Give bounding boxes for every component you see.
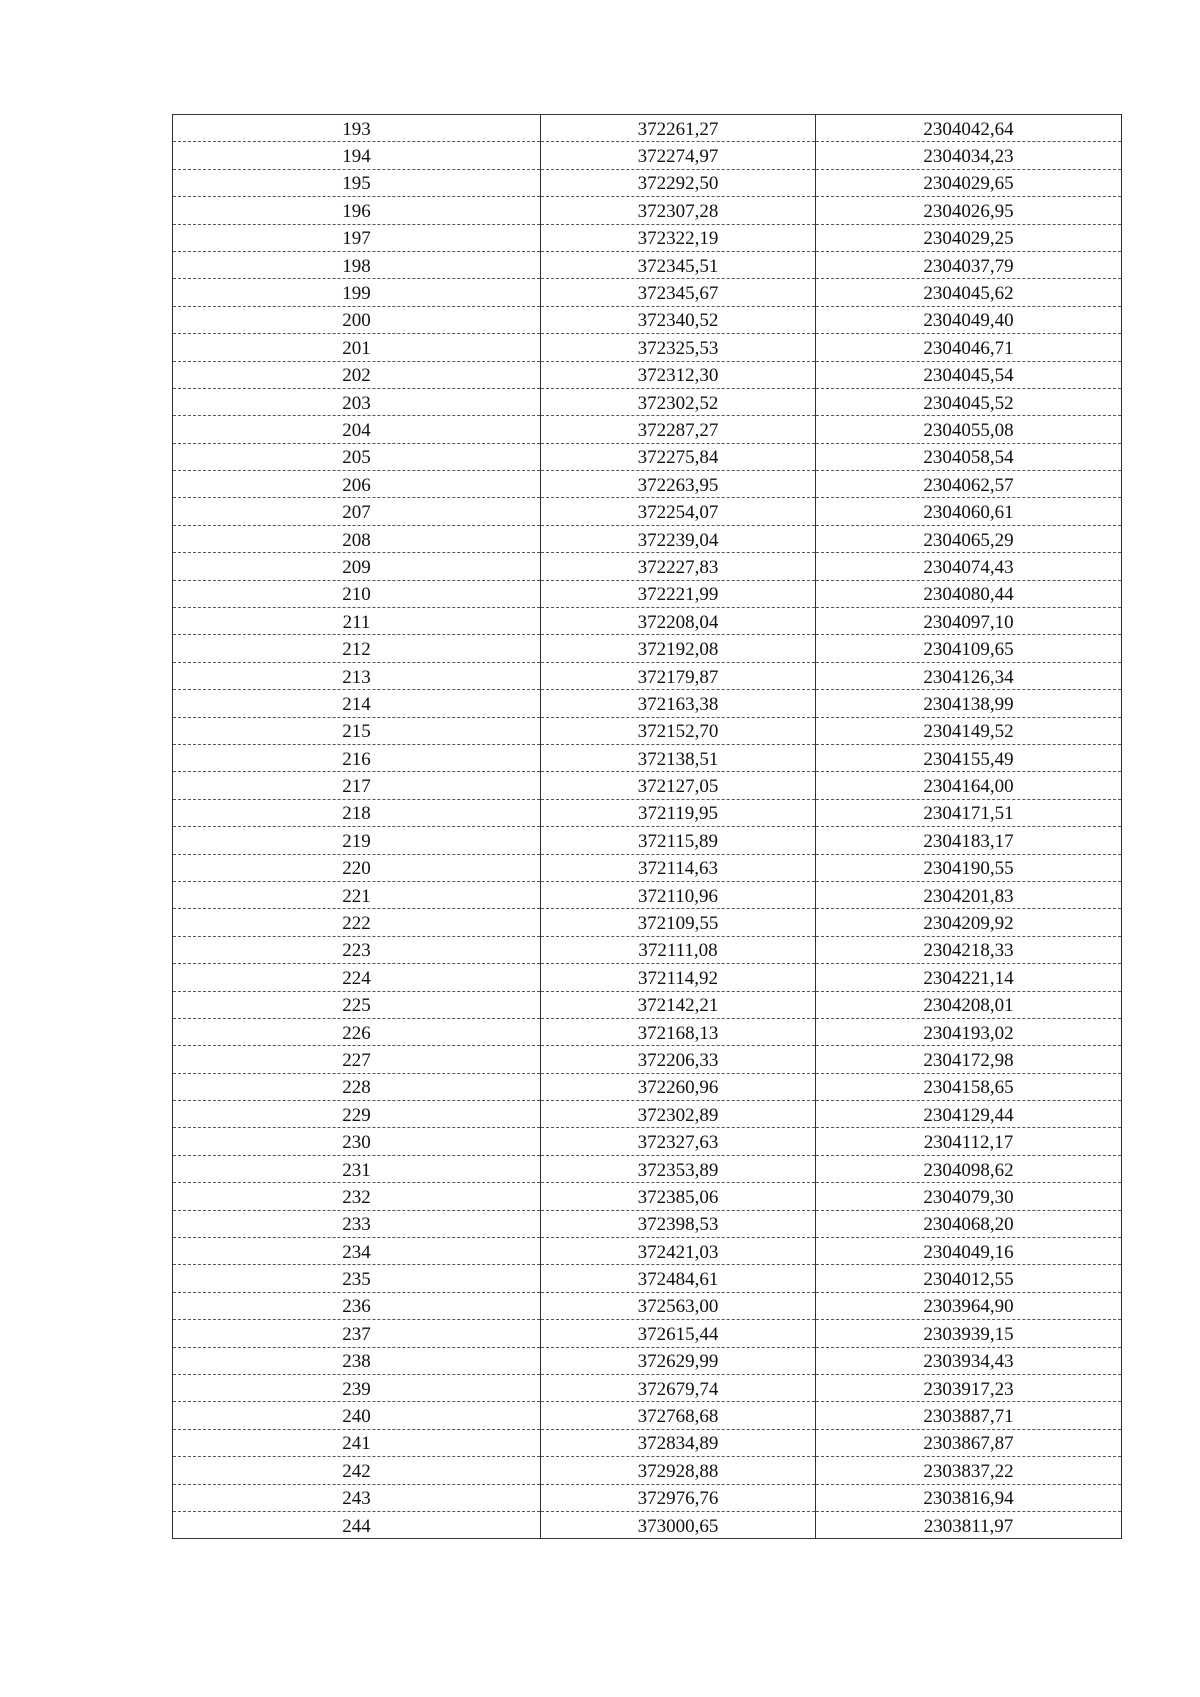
x-coordinate-cell: 372179,87 bbox=[541, 662, 816, 689]
table-row bbox=[173, 608, 1122, 635]
table-row bbox=[173, 224, 1122, 251]
y-coordinate-cell: 2304172,98 bbox=[816, 1046, 1122, 1073]
point-number-cell: 193 bbox=[173, 115, 541, 142]
table-row bbox=[173, 306, 1122, 333]
point-number-cell: 223 bbox=[173, 936, 541, 963]
x-coordinate-cell: 372322,19 bbox=[541, 224, 816, 251]
point-number-cell: 220 bbox=[173, 854, 541, 881]
x-coordinate-cell: 372208,04 bbox=[541, 608, 816, 635]
coordinates-table bbox=[172, 114, 1122, 1539]
y-coordinate-cell: 2304065,29 bbox=[816, 525, 1122, 552]
y-coordinate-cell: 2304208,01 bbox=[816, 991, 1122, 1018]
x-coordinate-cell: 372768,68 bbox=[541, 1402, 816, 1429]
x-coordinate-cell: 372307,28 bbox=[541, 197, 816, 224]
y-coordinate-cell: 2304034,23 bbox=[816, 142, 1122, 169]
x-coordinate-cell: 372115,89 bbox=[541, 827, 816, 854]
x-coordinate-cell: 372254,07 bbox=[541, 498, 816, 525]
table-row bbox=[173, 909, 1122, 936]
x-coordinate-cell: 372629,99 bbox=[541, 1347, 816, 1374]
y-coordinate-cell: 2304190,55 bbox=[816, 854, 1122, 881]
table-row bbox=[173, 197, 1122, 224]
x-coordinate-cell: 372292,50 bbox=[541, 169, 816, 196]
x-coordinate-cell: 372206,33 bbox=[541, 1046, 816, 1073]
table-row bbox=[173, 361, 1122, 388]
table-row bbox=[173, 388, 1122, 415]
y-coordinate-cell: 2304055,08 bbox=[816, 416, 1122, 443]
point-number-cell: 194 bbox=[173, 142, 541, 169]
x-coordinate-cell: 372168,13 bbox=[541, 1018, 816, 1045]
x-coordinate-cell: 372345,67 bbox=[541, 279, 816, 306]
table-row bbox=[173, 936, 1122, 963]
x-coordinate-cell: 372110,96 bbox=[541, 881, 816, 908]
table-row bbox=[173, 1046, 1122, 1073]
point-number-cell: 225 bbox=[173, 991, 541, 1018]
y-coordinate-cell: 2304193,02 bbox=[816, 1018, 1122, 1045]
x-coordinate-cell: 372834,89 bbox=[541, 1429, 816, 1456]
point-number-cell: 199 bbox=[173, 279, 541, 306]
table-row bbox=[173, 1511, 1122, 1538]
x-coordinate-cell: 372119,95 bbox=[541, 799, 816, 826]
x-coordinate-cell: 372398,53 bbox=[541, 1210, 816, 1237]
point-number-cell: 214 bbox=[173, 690, 541, 717]
point-number-cell: 236 bbox=[173, 1292, 541, 1319]
x-coordinate-cell: 372261,27 bbox=[541, 115, 816, 142]
x-coordinate-cell: 372260,96 bbox=[541, 1073, 816, 1100]
table-row bbox=[173, 1484, 1122, 1511]
x-coordinate-cell: 372679,74 bbox=[541, 1374, 816, 1401]
point-number-cell: 219 bbox=[173, 827, 541, 854]
y-coordinate-cell: 2304049,16 bbox=[816, 1238, 1122, 1265]
y-coordinate-cell: 2304171,51 bbox=[816, 799, 1122, 826]
x-coordinate-cell: 372114,63 bbox=[541, 854, 816, 881]
table-row bbox=[173, 827, 1122, 854]
table-row bbox=[173, 1128, 1122, 1155]
x-coordinate-cell: 372484,61 bbox=[541, 1265, 816, 1292]
x-coordinate-cell: 372227,83 bbox=[541, 553, 816, 580]
table-row bbox=[173, 1347, 1122, 1374]
point-number-cell: 211 bbox=[173, 608, 541, 635]
table-row bbox=[173, 881, 1122, 908]
x-coordinate-cell: 372287,27 bbox=[541, 416, 816, 443]
y-coordinate-cell: 2303811,97 bbox=[816, 1511, 1122, 1538]
point-number-cell: 216 bbox=[173, 744, 541, 771]
x-coordinate-cell: 372127,05 bbox=[541, 772, 816, 799]
y-coordinate-cell: 2304155,49 bbox=[816, 744, 1122, 771]
y-coordinate-cell: 2304221,14 bbox=[816, 964, 1122, 991]
table-row bbox=[173, 772, 1122, 799]
x-coordinate-cell: 372275,84 bbox=[541, 443, 816, 470]
y-coordinate-cell: 2304058,54 bbox=[816, 443, 1122, 470]
y-coordinate-cell: 2304037,79 bbox=[816, 251, 1122, 278]
table-row bbox=[173, 1073, 1122, 1100]
x-coordinate-cell: 373000,65 bbox=[541, 1511, 816, 1538]
point-number-cell: 210 bbox=[173, 580, 541, 607]
y-coordinate-cell: 2304097,10 bbox=[816, 608, 1122, 635]
point-number-cell: 217 bbox=[173, 772, 541, 799]
y-coordinate-cell: 2304109,65 bbox=[816, 635, 1122, 662]
table-row bbox=[173, 991, 1122, 1018]
point-number-cell: 240 bbox=[173, 1402, 541, 1429]
y-coordinate-cell: 2303867,87 bbox=[816, 1429, 1122, 1456]
point-number-cell: 201 bbox=[173, 334, 541, 361]
point-number-cell: 197 bbox=[173, 224, 541, 251]
x-coordinate-cell: 372274,97 bbox=[541, 142, 816, 169]
point-number-cell: 227 bbox=[173, 1046, 541, 1073]
point-number-cell: 203 bbox=[173, 388, 541, 415]
table-row bbox=[173, 553, 1122, 580]
y-coordinate-cell: 2304045,52 bbox=[816, 388, 1122, 415]
point-number-cell: 195 bbox=[173, 169, 541, 196]
point-number-cell: 196 bbox=[173, 197, 541, 224]
point-number-cell: 234 bbox=[173, 1238, 541, 1265]
point-number-cell: 232 bbox=[173, 1183, 541, 1210]
y-coordinate-cell: 2304029,25 bbox=[816, 224, 1122, 251]
point-number-cell: 209 bbox=[173, 553, 541, 580]
table-row bbox=[173, 854, 1122, 881]
x-coordinate-cell: 372109,55 bbox=[541, 909, 816, 936]
y-coordinate-cell: 2304042,64 bbox=[816, 115, 1122, 142]
x-coordinate-cell: 372327,63 bbox=[541, 1128, 816, 1155]
y-coordinate-cell: 2304158,65 bbox=[816, 1073, 1122, 1100]
x-coordinate-cell: 372114,92 bbox=[541, 964, 816, 991]
x-coordinate-cell: 372345,51 bbox=[541, 251, 816, 278]
point-number-cell: 228 bbox=[173, 1073, 541, 1100]
point-number-cell: 239 bbox=[173, 1374, 541, 1401]
x-coordinate-cell: 372312,30 bbox=[541, 361, 816, 388]
y-coordinate-cell: 2304029,65 bbox=[816, 169, 1122, 196]
table-row bbox=[173, 1155, 1122, 1182]
point-number-cell: 229 bbox=[173, 1101, 541, 1128]
point-number-cell: 202 bbox=[173, 361, 541, 388]
y-coordinate-cell: 2304060,61 bbox=[816, 498, 1122, 525]
table-row bbox=[173, 525, 1122, 552]
x-coordinate-cell: 372163,38 bbox=[541, 690, 816, 717]
table-row bbox=[173, 744, 1122, 771]
y-coordinate-cell: 2304209,92 bbox=[816, 909, 1122, 936]
y-coordinate-cell: 2304218,33 bbox=[816, 936, 1122, 963]
y-coordinate-cell: 2304026,95 bbox=[816, 197, 1122, 224]
y-coordinate-cell: 2304049,40 bbox=[816, 306, 1122, 333]
table-row bbox=[173, 1320, 1122, 1347]
y-coordinate-cell: 2303964,90 bbox=[816, 1292, 1122, 1319]
point-number-cell: 212 bbox=[173, 635, 541, 662]
table-row bbox=[173, 1238, 1122, 1265]
table-row bbox=[173, 964, 1122, 991]
table-row bbox=[173, 1265, 1122, 1292]
table-row bbox=[173, 142, 1122, 169]
table-row bbox=[173, 1374, 1122, 1401]
table-row bbox=[173, 1402, 1122, 1429]
point-number-cell: 215 bbox=[173, 717, 541, 744]
table-row bbox=[173, 1101, 1122, 1128]
y-coordinate-cell: 2304149,52 bbox=[816, 717, 1122, 744]
x-coordinate-cell: 372421,03 bbox=[541, 1238, 816, 1265]
point-number-cell: 237 bbox=[173, 1320, 541, 1347]
y-coordinate-cell: 2303816,94 bbox=[816, 1484, 1122, 1511]
x-coordinate-cell: 372976,76 bbox=[541, 1484, 816, 1511]
y-coordinate-cell: 2304126,34 bbox=[816, 662, 1122, 689]
point-number-cell: 198 bbox=[173, 251, 541, 278]
table-row bbox=[173, 662, 1122, 689]
y-coordinate-cell: 2304164,00 bbox=[816, 772, 1122, 799]
point-number-cell: 243 bbox=[173, 1484, 541, 1511]
y-coordinate-cell: 2304112,17 bbox=[816, 1128, 1122, 1155]
table-row bbox=[173, 799, 1122, 826]
coordinates-table-body bbox=[173, 115, 1122, 1539]
y-coordinate-cell: 2303934,43 bbox=[816, 1347, 1122, 1374]
table-row bbox=[173, 416, 1122, 443]
point-number-cell: 221 bbox=[173, 881, 541, 908]
point-number-cell: 238 bbox=[173, 1347, 541, 1374]
point-number-cell: 241 bbox=[173, 1429, 541, 1456]
table-row bbox=[173, 690, 1122, 717]
x-coordinate-cell: 372221,99 bbox=[541, 580, 816, 607]
table-row bbox=[173, 580, 1122, 607]
x-coordinate-cell: 372563,00 bbox=[541, 1292, 816, 1319]
table-row bbox=[173, 1183, 1122, 1210]
x-coordinate-cell: 372325,53 bbox=[541, 334, 816, 361]
point-number-cell: 204 bbox=[173, 416, 541, 443]
y-coordinate-cell: 2304046,71 bbox=[816, 334, 1122, 361]
point-number-cell: 226 bbox=[173, 1018, 541, 1045]
y-coordinate-cell: 2304129,44 bbox=[816, 1101, 1122, 1128]
x-coordinate-cell: 372152,70 bbox=[541, 717, 816, 744]
y-coordinate-cell: 2304201,83 bbox=[816, 881, 1122, 908]
table-row bbox=[173, 169, 1122, 196]
table-row bbox=[173, 1210, 1122, 1237]
table-row bbox=[173, 1292, 1122, 1319]
y-coordinate-cell: 2303837,22 bbox=[816, 1457, 1122, 1484]
y-coordinate-cell: 2304012,55 bbox=[816, 1265, 1122, 1292]
point-number-cell: 208 bbox=[173, 525, 541, 552]
x-coordinate-cell: 372615,44 bbox=[541, 1320, 816, 1347]
x-coordinate-cell: 372302,89 bbox=[541, 1101, 816, 1128]
table-row bbox=[173, 334, 1122, 361]
table-row bbox=[173, 251, 1122, 278]
x-coordinate-cell: 372302,52 bbox=[541, 388, 816, 415]
x-coordinate-cell: 372111,08 bbox=[541, 936, 816, 963]
point-number-cell: 224 bbox=[173, 964, 541, 991]
point-number-cell: 242 bbox=[173, 1457, 541, 1484]
table-row bbox=[173, 443, 1122, 470]
y-coordinate-cell: 2304045,54 bbox=[816, 361, 1122, 388]
point-number-cell: 231 bbox=[173, 1155, 541, 1182]
point-number-cell: 244 bbox=[173, 1511, 541, 1538]
table-row bbox=[173, 279, 1122, 306]
x-coordinate-cell: 372239,04 bbox=[541, 525, 816, 552]
x-coordinate-cell: 372263,95 bbox=[541, 471, 816, 498]
table-row bbox=[173, 1429, 1122, 1456]
y-coordinate-cell: 2304183,17 bbox=[816, 827, 1122, 854]
table-row bbox=[173, 635, 1122, 662]
table-row bbox=[173, 115, 1122, 142]
y-coordinate-cell: 2304138,99 bbox=[816, 690, 1122, 717]
x-coordinate-cell: 372192,08 bbox=[541, 635, 816, 662]
x-coordinate-cell: 372340,52 bbox=[541, 306, 816, 333]
table-row bbox=[173, 498, 1122, 525]
y-coordinate-cell: 2304080,44 bbox=[816, 580, 1122, 607]
y-coordinate-cell: 2303939,15 bbox=[816, 1320, 1122, 1347]
point-number-cell: 218 bbox=[173, 799, 541, 826]
point-number-cell: 233 bbox=[173, 1210, 541, 1237]
y-coordinate-cell: 2304062,57 bbox=[816, 471, 1122, 498]
point-number-cell: 235 bbox=[173, 1265, 541, 1292]
y-coordinate-cell: 2303917,23 bbox=[816, 1374, 1122, 1401]
x-coordinate-cell: 372353,89 bbox=[541, 1155, 816, 1182]
x-coordinate-cell: 372142,21 bbox=[541, 991, 816, 1018]
point-number-cell: 222 bbox=[173, 909, 541, 936]
table-row bbox=[173, 471, 1122, 498]
point-number-cell: 206 bbox=[173, 471, 541, 498]
y-coordinate-cell: 2304045,62 bbox=[816, 279, 1122, 306]
point-number-cell: 207 bbox=[173, 498, 541, 525]
x-coordinate-cell: 372138,51 bbox=[541, 744, 816, 771]
y-coordinate-cell: 2303887,71 bbox=[816, 1402, 1122, 1429]
y-coordinate-cell: 2304068,20 bbox=[816, 1210, 1122, 1237]
point-number-cell: 205 bbox=[173, 443, 541, 470]
x-coordinate-cell: 372928,88 bbox=[541, 1457, 816, 1484]
y-coordinate-cell: 2304074,43 bbox=[816, 553, 1122, 580]
point-number-cell: 213 bbox=[173, 662, 541, 689]
point-number-cell: 230 bbox=[173, 1128, 541, 1155]
x-coordinate-cell: 372385,06 bbox=[541, 1183, 816, 1210]
point-number-cell: 200 bbox=[173, 306, 541, 333]
table-row bbox=[173, 1018, 1122, 1045]
y-coordinate-cell: 2304079,30 bbox=[816, 1183, 1122, 1210]
table-row bbox=[173, 1457, 1122, 1484]
table-row bbox=[173, 717, 1122, 744]
y-coordinate-cell: 2304098,62 bbox=[816, 1155, 1122, 1182]
